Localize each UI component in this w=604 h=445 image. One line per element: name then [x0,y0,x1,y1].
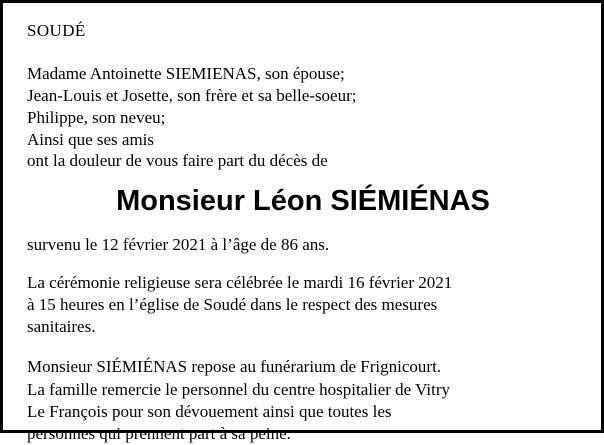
family-line: Madame Antoinette SIEMIENAS, son épouse; [27,64,345,84]
closing-remarks [27,356,579,444]
locality-heading: SOUDÉ [27,21,86,40]
spacer [27,338,579,356]
ceremony-line: à 15 heures en l’église de Soudé dans le respect des mesures [27,295,438,315]
closing-line: Monsieur SIÉMIÉNAS repose au funérarium de Frignicourt. [27,357,442,377]
family-line: Jean-Louis et Josette, son frère et sa belle-soeur; [27,86,357,106]
closing-line: Le François pour son dévouement ainsi que toutes les [27,401,392,421]
ceremony-details [27,272,579,338]
ceremony-line: La cérémonie religieuse sera célébrée le mardi 16 février 2021 [27,273,453,293]
deceased-name: Monsieur Léon SIÉMIÉNAS [116,185,490,218]
death-date-line: survenu le 12 février 2021 à l’âge de 86 ans. [27,235,330,255]
family-line: Ainsi que ses amis [27,129,155,149]
closing-line: La famille remercie le personnel du centre hospitalier de Vitry [27,379,451,399]
spacer [27,256,579,272]
family-announcement [27,63,579,172]
family-line: Philippe, son neveu; [27,107,166,127]
ceremony-line: sanitaires. [27,317,96,337]
announcement-line: ont la douleur de vous faire part du décès de [27,151,328,171]
notice-content [3,3,601,443]
closing-line: personnes qui prennent part à sa peine. [27,423,291,443]
